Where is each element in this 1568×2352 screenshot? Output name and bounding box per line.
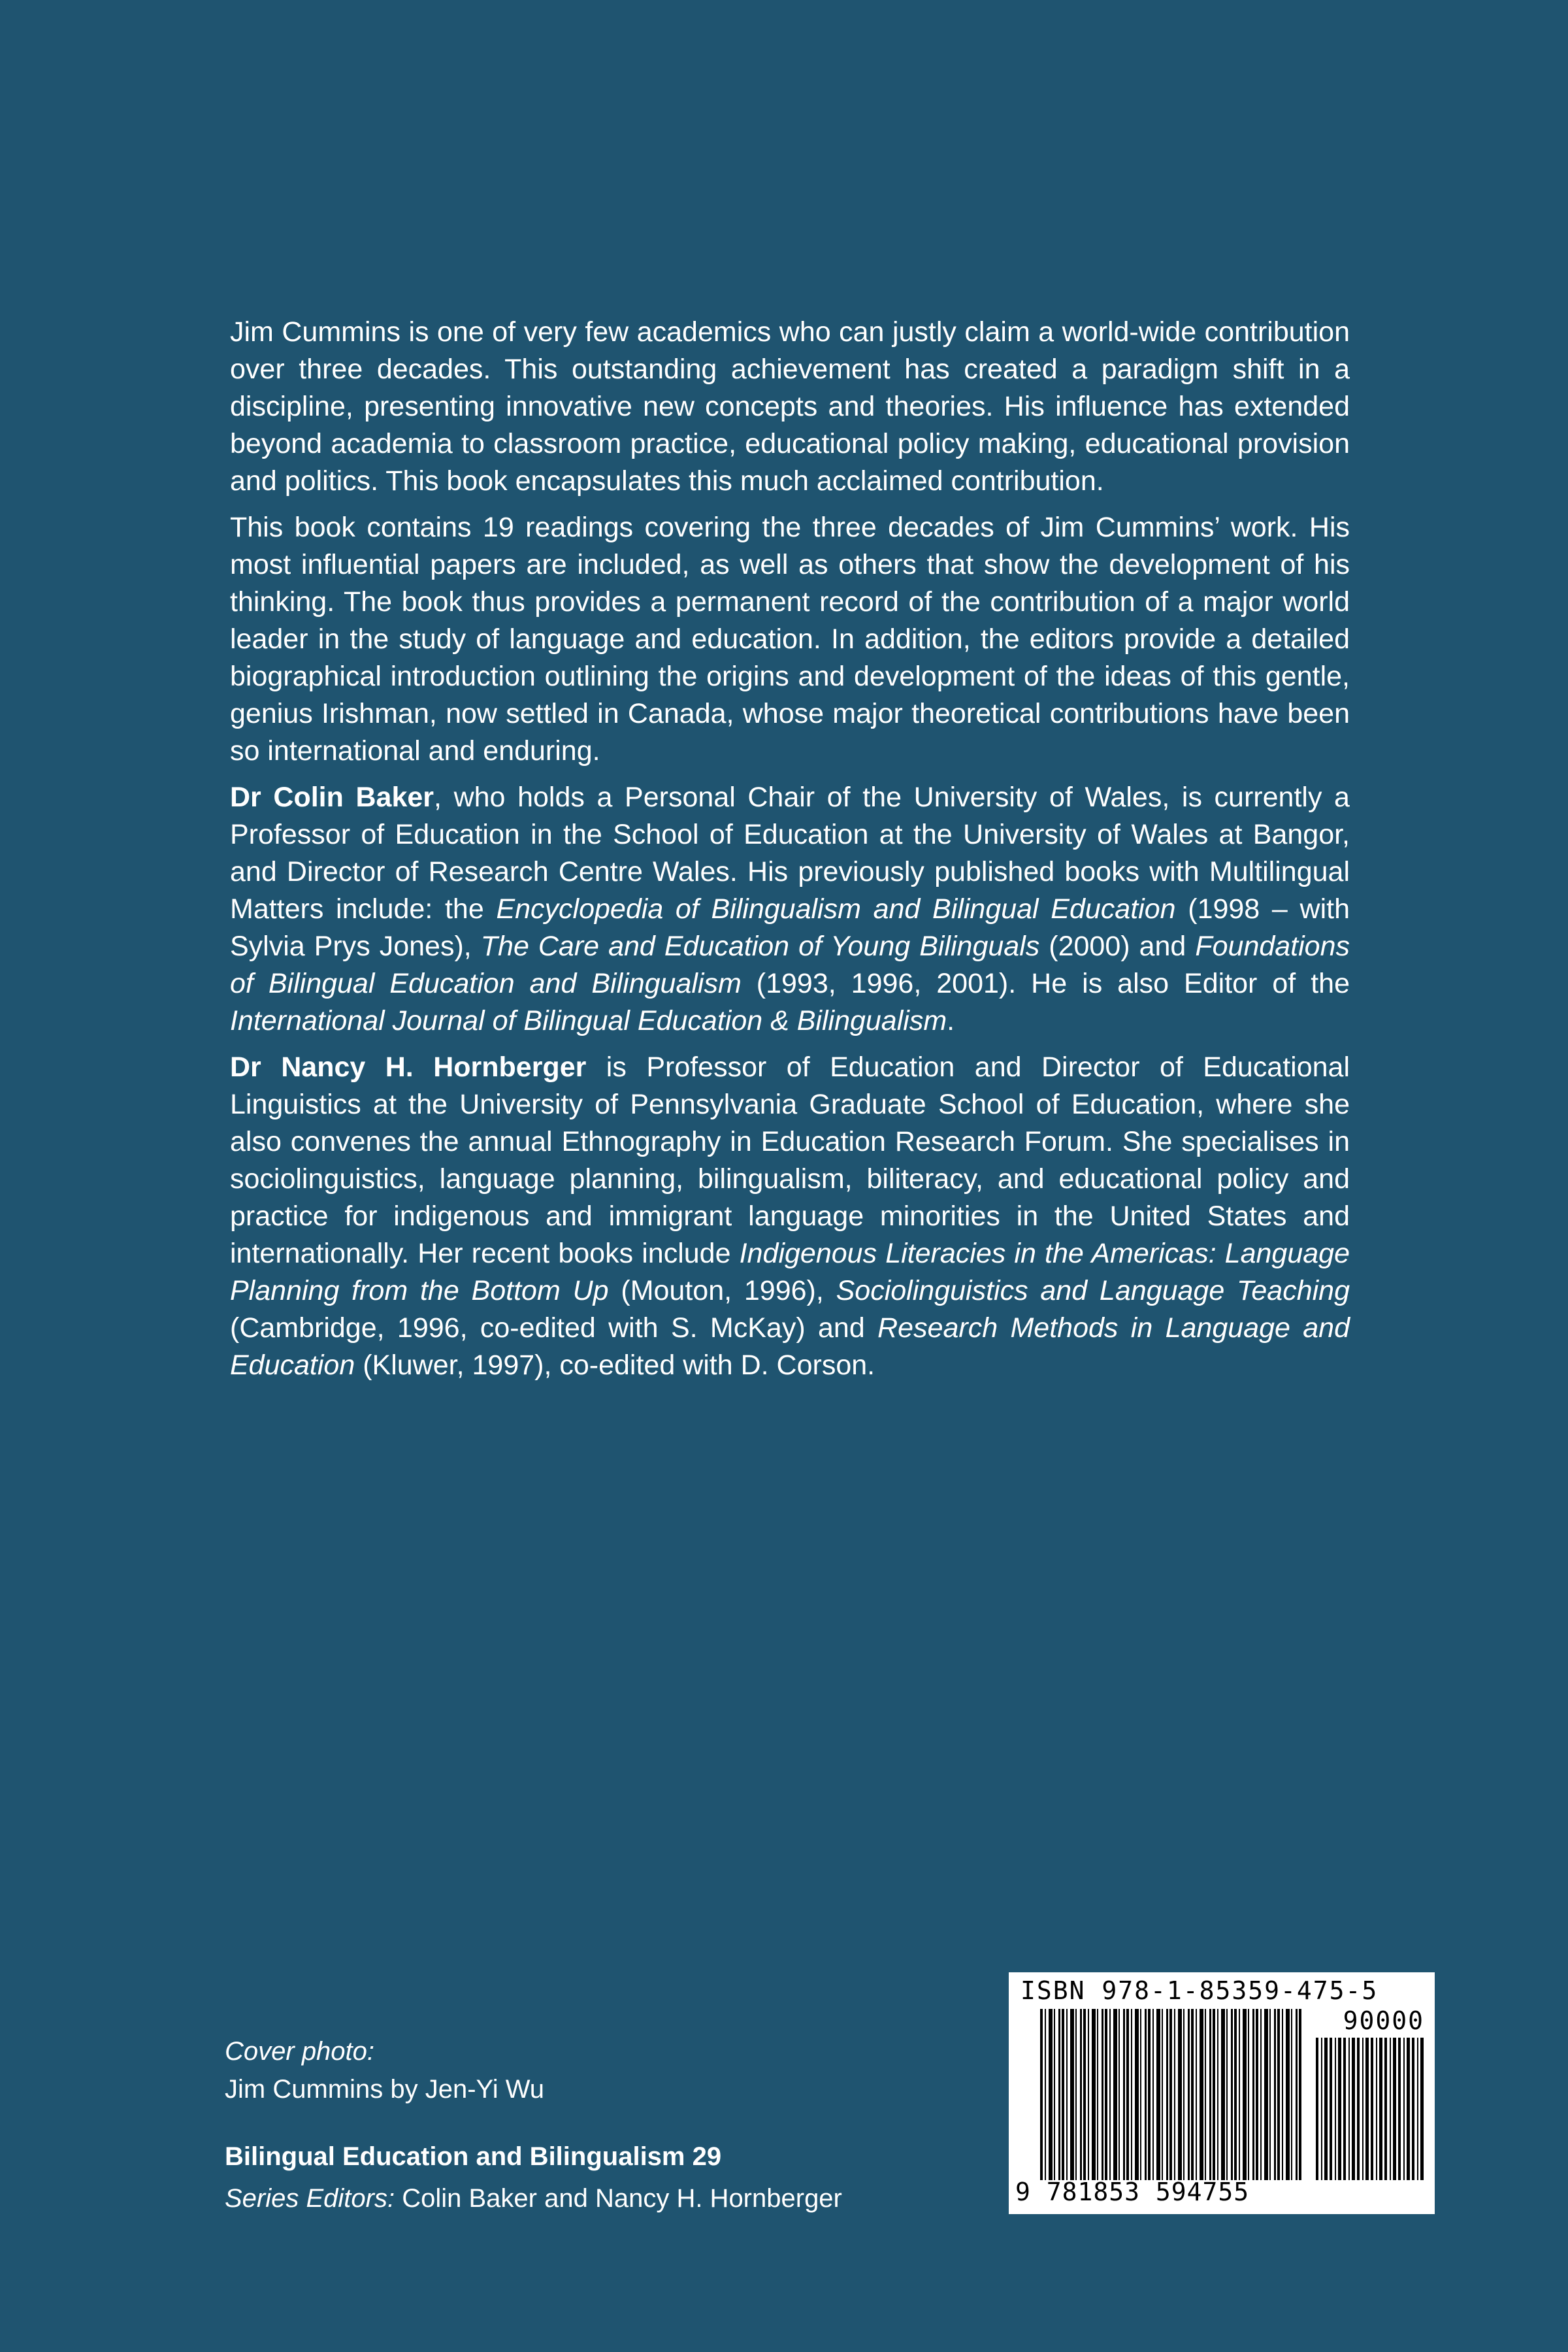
price-code: 90000 xyxy=(1343,2006,1424,2035)
cover-photo-credit xyxy=(225,2032,544,2108)
hornberger-bio-text-2: (Mouton, 1996), xyxy=(608,1275,836,1306)
hornberger-bio-text-1: is Professor of Education and Director of Educational Linguistics at the University of Pennsylvania Graduate School of Education, where she also convenes the annual Ethnography in Education Research Forum. She specialises in sociolinguistics, language planning, bilingualism, biliteracy, and educational policy and practice for indigenous and immigrant language minorities in the United States and internationally. Her recent books include xyxy=(230,1052,1350,1269)
blurb-paragraph-1: Jim Cummins is one of very few academics who can justly claim a world-wide contribution over three decades. This outstanding achievement has created a paradigm shift in a discipline, presenting innovative new concepts and theories. His influence has extended beyond academia to classroom practice, educational policy making, educational provision and politics. This book encapsulates this much acclaimed contribution. xyxy=(230,316,1350,497)
baker-journal: International Journal of Bilingual Education & Bilingualism xyxy=(230,1005,947,1036)
baker-bio xyxy=(230,779,1350,1040)
baker-name: Dr Colin Baker xyxy=(230,782,434,813)
baker-bio-text-3: (2000) and xyxy=(1039,931,1196,962)
cover-photo-label: Cover photo: xyxy=(225,2037,375,2066)
baker-book-2: The Care and Education of Young Bilinguals xyxy=(480,931,1040,962)
series-editors-label: Series Editors: xyxy=(225,2184,395,2213)
isbn-text: ISBN 978-1-85359-475-5 xyxy=(1021,1976,1379,2005)
baker-book-1: Encyclopedia of Bilingualism and Bilingual Education xyxy=(496,893,1176,925)
barcode-bars xyxy=(1040,2009,1301,2180)
hornberger-bio xyxy=(230,1049,1350,1384)
baker-bio-text-4: (1993, 1996, 2001). He is also Editor of the xyxy=(741,968,1350,999)
hornberger-bio-text-3: (Cambridge, 1996, co-edited with S. McKay) and xyxy=(230,1312,878,1344)
series-editors xyxy=(225,2178,842,2219)
blurb-paragraph-2: This book contains 19 readings covering the three decades of Jim Cummins’ work. His most influential papers are included, as well as others that show the development of his thinking. The book thus provides a permanent record of the contribution of a major world leader in the study of language and education. In addition, the editors provide a detailed biographical introduction outlining the origins and development of the ideas of this gentle, genius Irishman, now settled in Canada, whose major theoretical contributions have been so international and enduring. xyxy=(230,512,1350,767)
baker-bio-text-1: , who holds a Personal Chair of the University of Wales, is currently a Professor of Education in the School of Education at the University of Wales at Bangor, and Director of Research Centre Wales. His previously published books with Multilingual Matters include: the xyxy=(230,782,1350,925)
cover-photo-credit-text: Jim Cummins by Jen-Yi Wu xyxy=(225,2075,544,2104)
hornberger-book-3: Research Methods in Language and Education xyxy=(230,1312,1350,1381)
isbn-barcode xyxy=(1009,1972,1435,2214)
baker-book-3: Foundations of Bilingual Education and Bilingualism xyxy=(230,931,1350,999)
series-title: Bilingual Education and Bilingualism 29 xyxy=(225,2142,722,2171)
barcode-addon-bars xyxy=(1316,2038,1424,2180)
barcode-number: 9 781853 594755 xyxy=(1015,2178,1250,2206)
hornberger-bio-text-4: (Kluwer, 1997), co-edited with D. Corson. xyxy=(355,1350,875,1381)
series-editors-names: Colin Baker and Nancy H. Hornberger xyxy=(395,2184,842,2213)
hornberger-book-2: Sociolinguistics and Language Teaching xyxy=(836,1275,1350,1306)
series-info xyxy=(225,2136,842,2219)
blurb xyxy=(230,314,1350,1393)
baker-bio-text-2: (1998 – with Sylvia Prys Jones), xyxy=(230,893,1350,962)
hornberger-book-1: Indigenous Literacies in the Americas: Language Planning from the Bottom Up xyxy=(230,1238,1350,1306)
baker-bio-text-5: . xyxy=(947,1005,955,1036)
hornberger-name: Dr Nancy H. Hornberger xyxy=(230,1052,587,1083)
